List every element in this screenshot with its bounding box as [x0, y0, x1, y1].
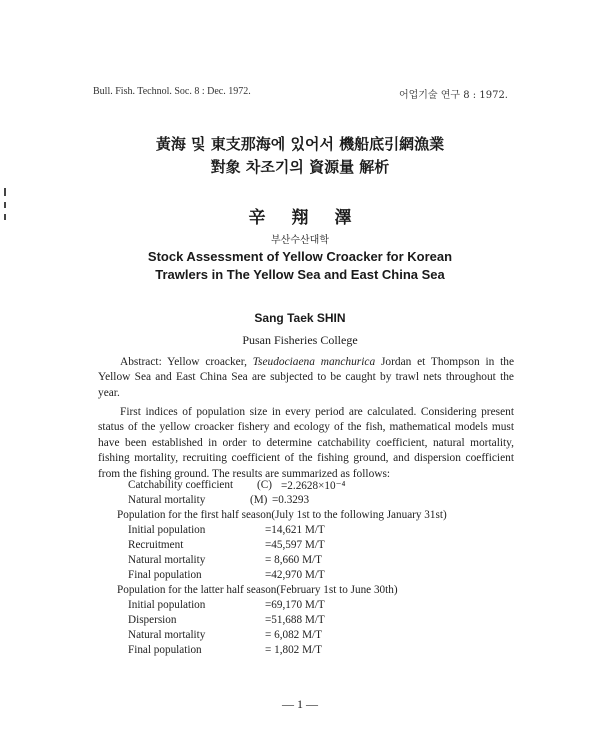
population-label: Final population — [128, 644, 202, 656]
latter-half-heading: Population for the latter half season(February 1st to June 30th) — [117, 584, 398, 596]
coefficient-label: Catchability coefficient — [128, 479, 234, 491]
population-label: Dispersion — [128, 614, 177, 626]
coefficient-label: Natural mortality — [128, 494, 206, 506]
english-title-line2: Trawlers in The Yellow Sea and East China Sea — [155, 267, 445, 282]
abstract-text-2: Jordan et Thompson in the Yellow Sea and East China Sea are subjected to be caught by trawl nets throughout the year. — [98, 356, 515, 399]
abstract-label: Abstract: — [120, 356, 162, 368]
population-value: = 8,660 M/T — [265, 554, 322, 566]
journal-citation-korean: 어업기술 연구 8 : 1972. — [398, 90, 508, 101]
population-label: Natural mortality — [128, 629, 206, 641]
korean-title-line2: 對象 차조기의 資源量 解析 — [210, 158, 390, 176]
population-value: = 6,082 M/T — [265, 629, 322, 641]
abstract-paragraph — [98, 355, 514, 401]
population-label: Final population — [128, 569, 202, 581]
abstract-text-1: Yellow croacker, — [161, 356, 253, 368]
results-paragraph: First indices of population size in every period are calculated. Considering present status of the yellow croacker fishery and ecology of the fish, mathematical models must have been established in order to determine catchability coefficient, natural mortality, fishing mortality, recruiting coefficient of the fishing ground, and dispersion coefficient from the fishing ground. The results are summarized as follows: — [98, 406, 514, 480]
author-korean: 辛翔澤 — [248, 208, 378, 228]
population-value: =14,621 M/T — [265, 524, 325, 536]
population-label: Natural mortality — [128, 554, 206, 566]
coefficient-symbol: (C) — [257, 479, 272, 491]
population-label: Recruitment — [128, 539, 184, 551]
population-value: =42,970 M/T — [265, 569, 325, 581]
english-title-line1: Stock Assessment of Yellow Croacker for Korean — [147, 249, 453, 264]
population-value: =69,170 M/T — [265, 599, 325, 611]
korean-title-line1: 黃海 및 東支那海에 있어서 機船底引網漁業 — [155, 135, 445, 153]
population-value: = 1,802 M/T — [265, 644, 322, 656]
first-half-heading: Population for the first half season(July 1st to the following January 31st) — [117, 509, 447, 521]
species-name: Tseudociaena manchurica — [252, 356, 376, 368]
journal-citation: Bull. Fish. Technol. Soc. 8 : Dec. 1972. — [93, 86, 251, 97]
institution-korean: 부산수산대학 — [271, 235, 329, 246]
population-value: =51,688 M/T — [265, 614, 325, 626]
population-value: =45,597 M/T — [265, 539, 325, 551]
scan-mark — [4, 188, 6, 196]
coefficient-value: =0.3293 — [272, 494, 310, 506]
population-label: Initial population — [128, 524, 206, 536]
coefficient-value: =2.2628×10⁻⁴ — [281, 480, 346, 492]
coefficient-symbol: (M) — [250, 494, 268, 506]
population-label: Initial population — [128, 599, 206, 611]
page-number: — 1 — — [282, 697, 318, 711]
institution-english: Pusan Fisheries College — [242, 333, 358, 347]
author-english: Sang Taek SHIN — [254, 311, 346, 325]
